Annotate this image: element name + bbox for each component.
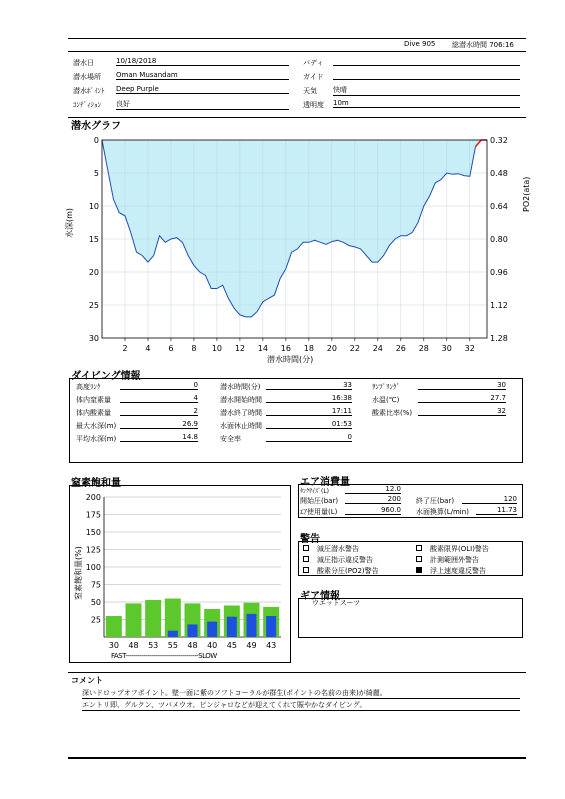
dive-info-value: 32 [418,407,506,416]
n2-bar-blue [188,624,198,637]
n2-category-label: 48 [128,641,139,650]
dive-info-label: 潜水時間(分) [220,383,261,391]
n2-bar-green [145,600,161,637]
dive-info-value: 0 [266,433,352,442]
y-tick-label: 10 [88,202,99,211]
dive-info-label: 高度ﾗﾝｸ [76,383,101,391]
date-label: 潜水日 [73,59,94,67]
y-tick-label: 20 [88,268,99,277]
n2-category-label: 55 [167,641,178,650]
warning-checkbox [416,545,422,551]
warning-label: 浮上速度違反警告 [430,567,486,575]
condition-value: 良好 [116,99,289,110]
n2-y-tick-label: 150 [86,528,101,537]
gear-value: ウエットスーツ [312,599,361,607]
n2-bar-blue [247,614,257,637]
dive-info-label: ｻﾝﾌﾟﾘﾝｸﾞ [372,383,400,391]
warning-label: 減圧指示違反警告 [317,556,373,564]
dive-info-label: 最大水深(m) [76,422,117,430]
warning-label: 酸素限界(OLI)警告 [430,545,489,553]
warning-checkbox [303,545,309,551]
x-tick-label: 16 [280,344,291,353]
n2-bar-green [106,616,122,637]
x-tick-label: 26 [395,344,406,353]
comment-line-2: エントリ即、グルクン、ツバメウオ、ピンジャロなどが迎えてくれて賑やかなダイビング。 [82,700,520,711]
x-tick-label: 14 [257,344,268,353]
condition-label: ｺﾝﾃﾞｨｼｮﾝ [73,101,101,109]
point-label: 潜水ﾎﾟｲﾝﾄ [73,87,105,95]
warning-checkbox [303,567,309,573]
warnings-title: 警告 [300,534,320,545]
y-tick-label: 5 [93,169,99,178]
buddy-label: バディ [303,59,324,67]
tank-label: ﾀﾝｸｻｲｽﾞ(L) [300,488,330,495]
x-tick-label: 6 [168,344,174,353]
warning-checkbox [416,567,422,573]
x-tick-label: 10 [211,344,223,353]
y2-tick-label: 1.28 [490,334,508,343]
n2-y-tick-label: 50 [90,598,101,607]
x-tick-label: 28 [418,344,429,353]
y-tick-label: 25 [88,301,99,310]
point-value: Deep Purple [116,85,289,94]
end-pressure-value: 120 [462,495,517,504]
x-tick-label: 24 [372,344,383,353]
y2-tick-label: 0.32 [490,136,508,145]
n2-category-label: 30 [108,641,119,650]
total-dive-time: 総潜水時間 706:16 [452,41,514,49]
comment-title: コメント [71,676,103,685]
y2-tick-label: 0.48 [490,169,508,178]
nitrogen-title: 窒素飽和量 [71,478,121,489]
n2-category-label: 40 [207,641,218,650]
depth-area [102,140,487,317]
n2-category-label: 53 [148,641,159,650]
dive-info-value: 27.7 [418,394,506,403]
date-value: 10/18/2018 [116,57,289,66]
fast-slow-note: FAST------------------------------------SLOW [111,652,217,660]
dive-number: Dive 905 [404,40,436,48]
dive-info-value: 16:38 [266,394,352,403]
n2-y-tick-label: 175 [86,510,101,520]
dive-info-label: 体内窒素量 [76,396,111,404]
dive-info-label: 酸素比率(%) [372,409,413,417]
dive-info-label: 水面休止時間 [220,422,262,430]
dive-info-value: 33 [266,381,352,390]
warning-checkbox [416,556,422,562]
x-tick-label: 20 [326,344,337,353]
n2-y-tick-label: 100 [86,563,101,572]
x-tick-label: 2 [122,344,128,353]
place-label: 潜水場所 [73,73,101,81]
warning-label: 酸素分圧(PO2)警告 [317,567,379,575]
n2-category-label: 48 [187,641,198,650]
n2-y-tick-label: 75 [90,580,101,590]
comment-line-1: 深いドロップオフポイント。壁一面に紫のソフトコーラルが群生(ポイントの名前の由来)が綺麗。 [82,688,520,699]
y2-tick-label: 0.64 [490,202,508,211]
dive-info-value: 14.8 [120,433,198,442]
air-used-label: ｴｱ使用量(L) [300,508,338,516]
weather-label: 天気 [303,87,317,95]
dive-graph-title: 潜水グラフ [71,121,121,132]
place-value: Oman Musandam [116,71,289,80]
n2-y-tick-label: 25 [90,615,101,625]
visibility-label: 透明度 [303,101,324,109]
y-tick-label: 0 [93,136,99,145]
dive-graph [70,132,520,356]
n2-category-label: 45 [226,641,237,650]
dive-info-value: 4 [120,394,198,403]
x-tick-label: 32 [464,344,475,353]
buddy-value [333,57,520,66]
dive-info-label: 体内酸素量 [76,409,111,417]
guide-label: ガイド [303,73,324,81]
warning-label: 計測範囲外警告 [430,556,479,564]
dive-info-label: 潜水開始時間 [220,396,262,404]
n2-bar-blue [168,631,178,637]
x-tick-label: 22 [349,344,360,353]
x-tick-label: 4 [145,344,151,353]
po2-axis-label: PO2(ata) [522,176,531,212]
dive-info-title: ダイビング情報 [71,371,141,382]
end-pressure-label: 終了圧(bar) [416,497,455,505]
n2-bar-blue [227,617,237,637]
n2-category-label: 43 [266,641,277,650]
dive-info-value: 30 [418,381,506,390]
n2-bar-green [126,603,142,637]
n2-category-label: 49 [246,641,257,650]
n2-bar-blue [207,622,217,637]
dive-info-label: 潜水終了時間 [220,409,262,417]
y2-tick-label: 0.80 [490,235,508,244]
dive-info-value: 17:11 [266,407,352,416]
nitrogen-chart [86,490,290,650]
warning-checkbox [303,556,309,562]
air-used-value: 960.0 [345,506,401,515]
tank-value: 12.0 [345,485,401,494]
n2-y-tick-label: 200 [86,493,101,502]
y2-tick-label: 0.96 [490,268,508,277]
depth-axis-label: 水深(m) [65,207,74,238]
y2-tick-label: 1.12 [490,301,508,310]
y-tick-label: 15 [88,235,99,244]
visibility-value: 10m [333,99,520,108]
y-tick-label: 30 [88,334,99,343]
dive-info-value: 26.9 [120,420,198,429]
x-tick-label: 12 [234,344,246,353]
dive-info-label: 安全率 [220,435,241,443]
x-tick-label: 30 [441,344,452,353]
start-pressure-value: 200 [345,495,401,504]
dive-info-value: 01:53 [266,420,352,429]
n2-bar-blue [266,616,276,637]
air-title: エア消費量 [300,477,350,488]
dive-info-value: 2 [120,407,198,416]
surface-rate-label: 水面換算(L/min) [416,508,469,516]
nitrogen-axis-label: 窒素飽和量(%) [74,546,83,600]
n2-y-tick-label: 125 [86,545,101,555]
dive-info-label: 水温(℃) [372,396,400,404]
x-tick-label: 18 [303,344,314,353]
start-pressure-label: 開始圧(bar) [300,497,339,505]
warning-label: 減圧潜水警告 [317,545,359,553]
time-axis-label: 潜水時間(分) [267,355,314,364]
dive-info-value: 0 [120,381,198,390]
guide-value [333,71,520,80]
gear-title: ギア情報 [300,591,340,602]
weather-value: 快晴 [333,85,520,96]
x-tick-label: 8 [191,344,197,353]
surface-rate-value: 11.73 [476,506,517,515]
dive-info-label: 平均水深(m) [76,435,117,443]
